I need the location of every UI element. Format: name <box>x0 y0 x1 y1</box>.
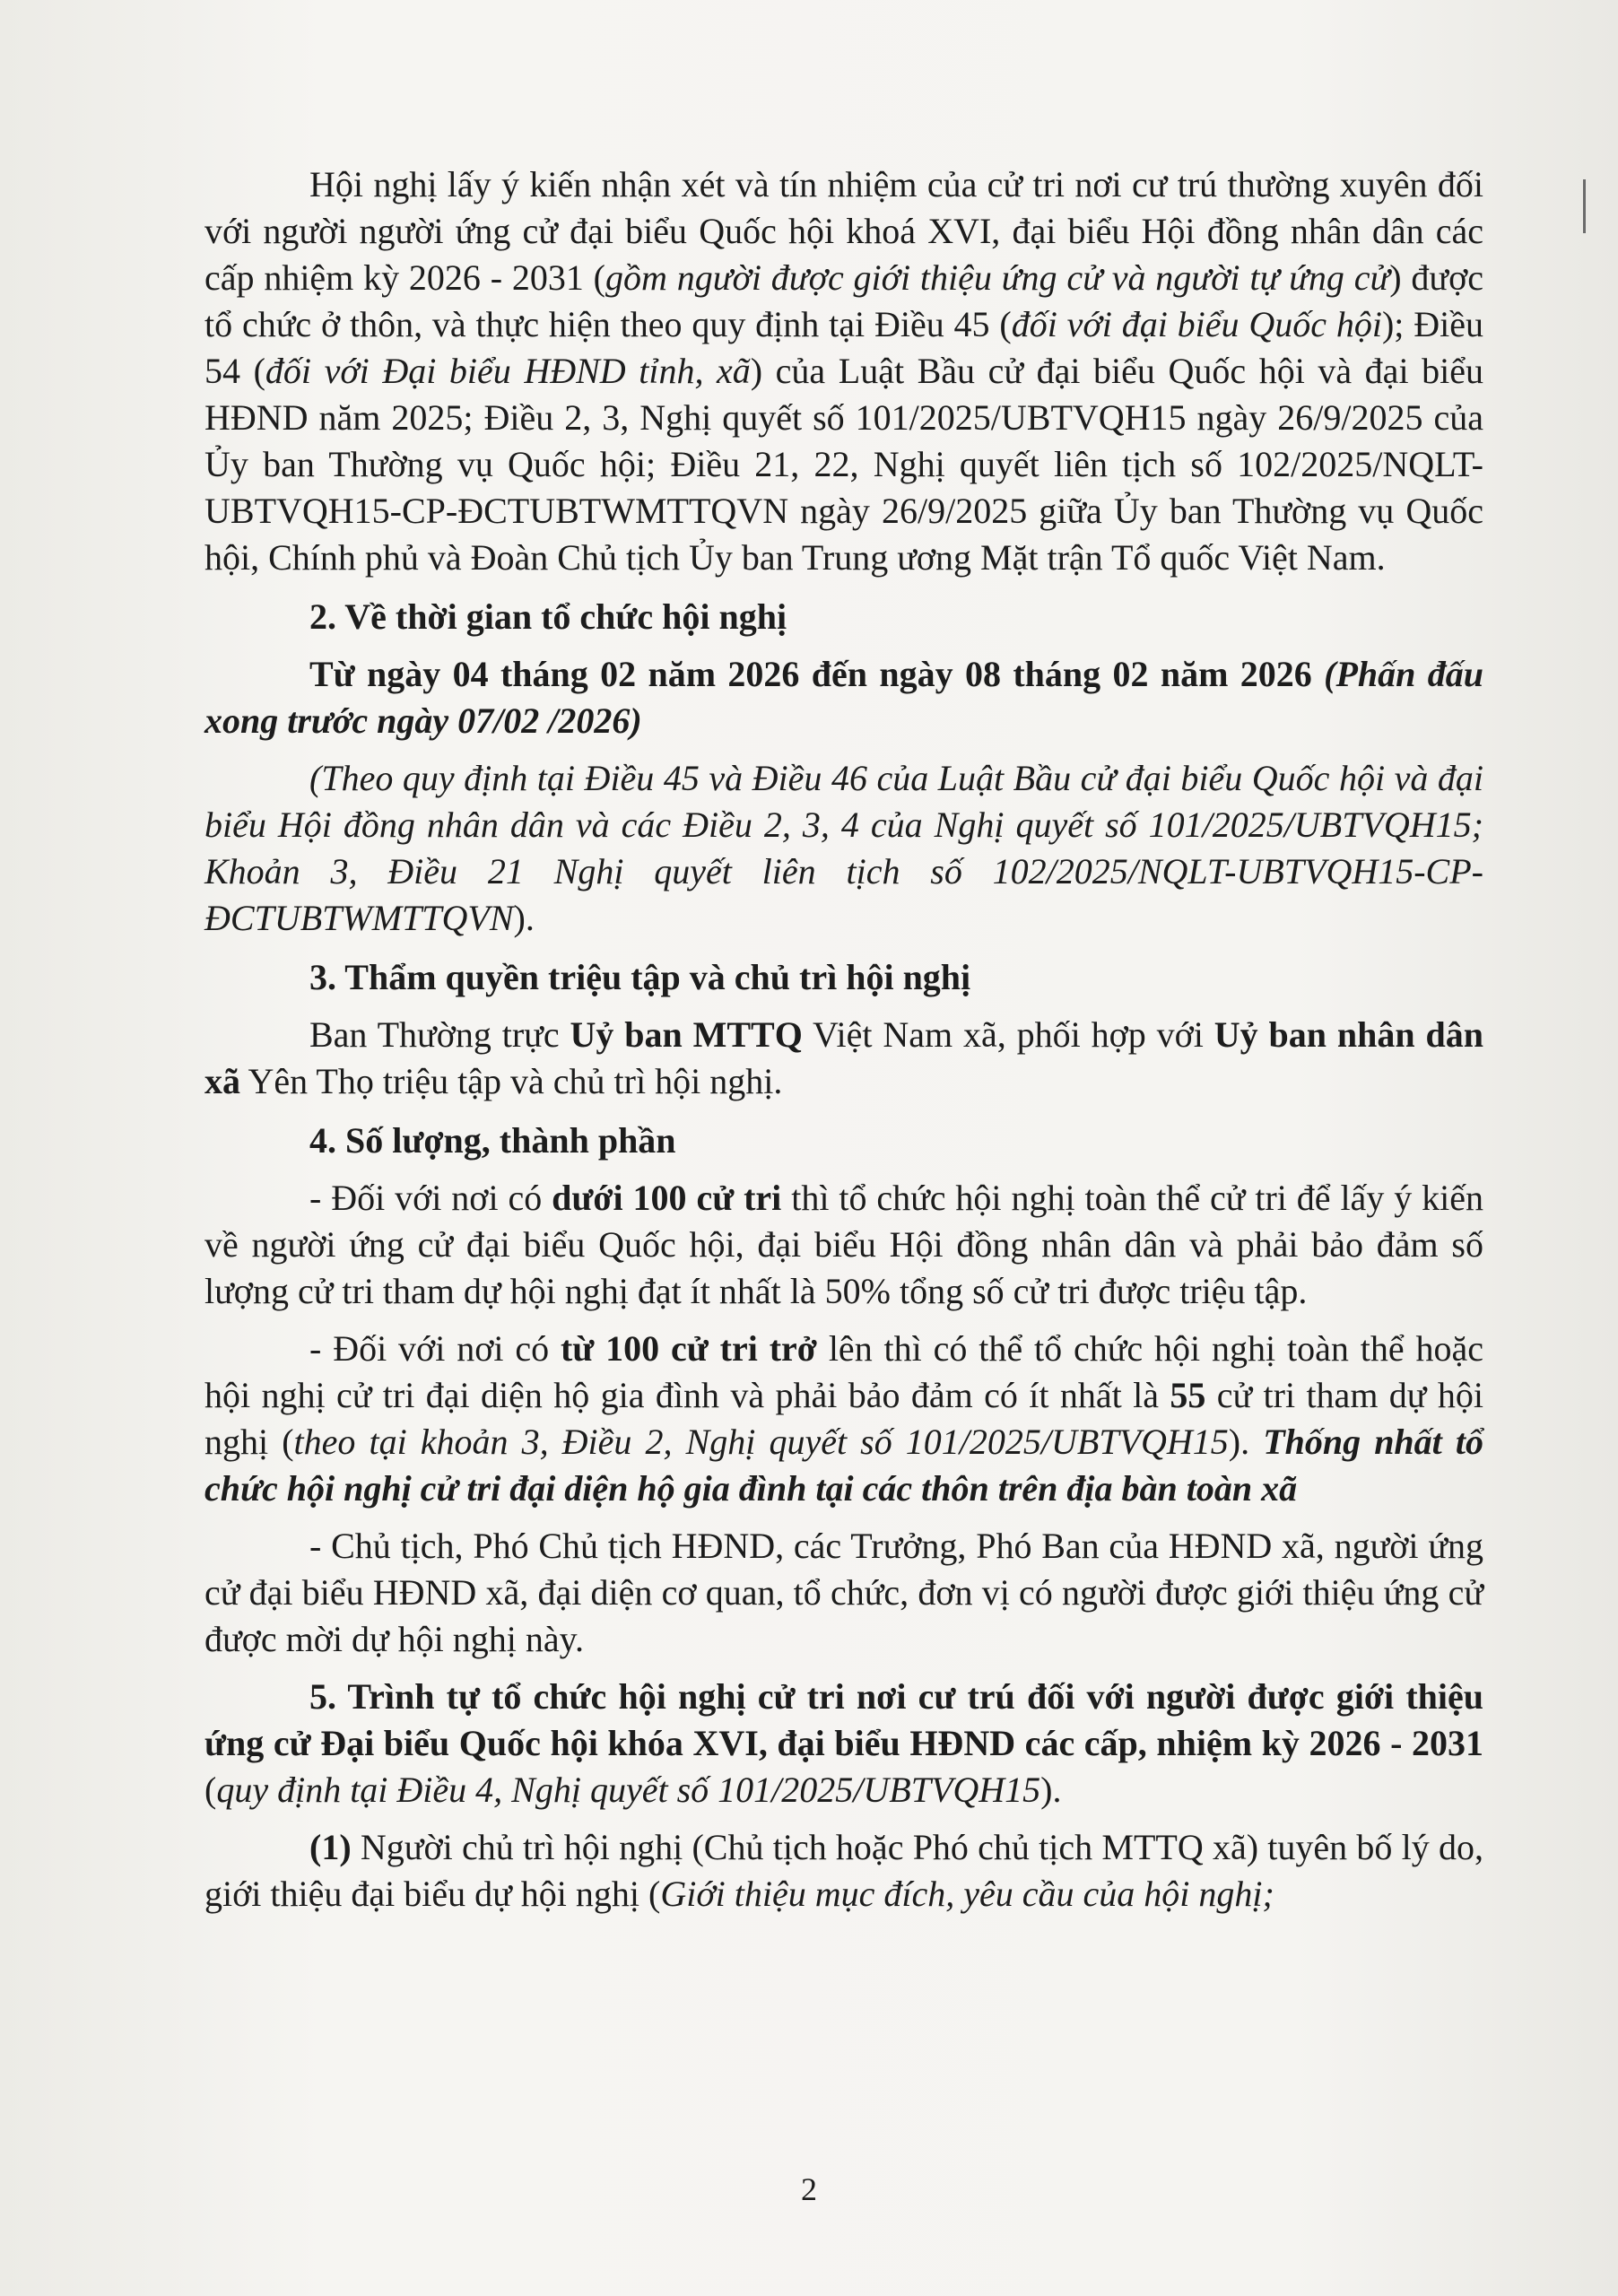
section-4-over-100: - Đối với nơi có từ 100 cử tri trở lên thì có thể tổ chức hội nghị toàn thể hoặc hội nghị cử tri đại diện hộ gia đình và phải bảo đảm có ít nhất là 55 cử tri tham dự hội nghị (theo tại khoản 3, Điều 2, Nghị quyết số 101/2025/UBTVQH15). Thống nhất tổ chức hội nghị cử tri đại diện hộ gia đình tại các thôn trên địa bàn toàn xã <box>204 1328 1484 1509</box>
section-4-invitees: - Chủ tịch, Phó Chủ tịch HĐND, các Trưởng, Phó Ban của HĐND xã, người ứng cử đại biểu HĐND xã, đại diện cơ quan, tổ chức, đơn vị có người được giới thiệu ứng cử được mời dự hội nghị này. <box>204 1526 1483 1659</box>
section-4-heading: 4. Số lượng, thành phần <box>309 1120 676 1161</box>
section-2-time: Từ ngày 04 tháng 02 năm 2026 đến ngày 08 tháng 02 năm 2026 (Phấn đấu xong trước ngày 07/02 /2026) <box>204 654 1484 741</box>
section-3-heading: 3. Thẩm quyền triệu tập và chủ trì hội nghị <box>309 957 971 997</box>
section-3-body: Ban Thường trực Uỷ ban MTTQ Việt Nam xã, phối hợp với Uỷ ban nhân dân xã Yên Thọ triệu tập và chủ trì hội nghị. <box>204 1014 1484 1101</box>
section-2-heading: 2. Về thời gian tổ chức hội nghị <box>309 596 787 637</box>
section-4-under-100: - Đối với nơi có dưới 100 cử tri thì tổ chức hội nghị toàn thể cử tri để lấy ý kiến về người ứng cử đại biểu Quốc hội, đại biểu Hội đồng nhân dân và phải bảo đảm số lượng cử tri tham dự hội nghị đạt ít nhất là 50% tổng số cử tri được triệu tập. <box>204 1178 1483 1311</box>
section-2-legal-note: (Theo quy định tại Điều 45 và Điều 46 của Luật Bầu cử đại biểu Quốc hội và đại biểu Hội đồng nhân dân và các Điều 2, 3, 4 của Nghị quyết số 101/2025/UBTVQH15; Khoản 3, Điều 21 Nghị quyết liên tịch số 102/2025/NQLT-UBTVQH15-CP-ĐCTUBTWMTTQVN). <box>204 758 1483 938</box>
page-number: 2 <box>801 2171 817 2207</box>
intro-paragraph: Hội nghị lấy ý kiến nhận xét và tín nhiệm của cử tri nơi cư trú thường xuyên đối với người người ứng cử đại biểu Quốc hội khoá XVI, đại biểu Hội đồng nhân dân các cấp nhiệm kỳ 2026 - 2031 (gồm người được giới thiệu ứng cử và người tự ứng cử) được tổ chức ở thôn, và thực hiện theo quy định tại Điều 45 (đối với đại biểu Quốc hội); Điều 54 (đối với Đại biểu HĐND tỉnh, xã) của Luật Bầu cử đại biểu Quốc hội và đại biểu HĐND năm 2025; Điều 2, 3, Nghị quyết số 101/2025/UBTVQH15 ngày 26/9/2025 của Ủy ban Thường vụ Quốc hội; Điều 21, 22, Nghị quyết liên tịch số 102/2025/NQLT-UBTVQH15-CP-ĐCTUBTWMTTQVN ngày 26/9/2025 giữa Ủy ban Thường vụ Quốc hội, Chính phủ và Đoàn Chủ tịch Ủy ban Trung ương Mặt trận Tổ quốc Việt Nam. <box>204 164 1483 578</box>
scan-edge-mark <box>1583 179 1586 233</box>
section-5-heading: 5. Trình tự tổ chức hội nghị cử tri nơi cư trú đối với người được giới thiệu ứng cử Đại biểu Quốc hội khóa XVI, đại biểu HĐND các cấp, nhiệm kỳ 2026 - 2031 (quy định tại Điều 4, Nghị quyết số 101/2025/UBTVQH15). <box>204 1676 1483 1810</box>
section-5-item-1: (1) Người chủ trì hội nghị (Chủ tịch hoặc Phó chủ tịch MTTQ xã) tuyên bố lý do, giới thiệu đại biểu dự hội nghị (Giới thiệu mục đích, yêu cầu của hội nghị; <box>204 1827 1483 1914</box>
